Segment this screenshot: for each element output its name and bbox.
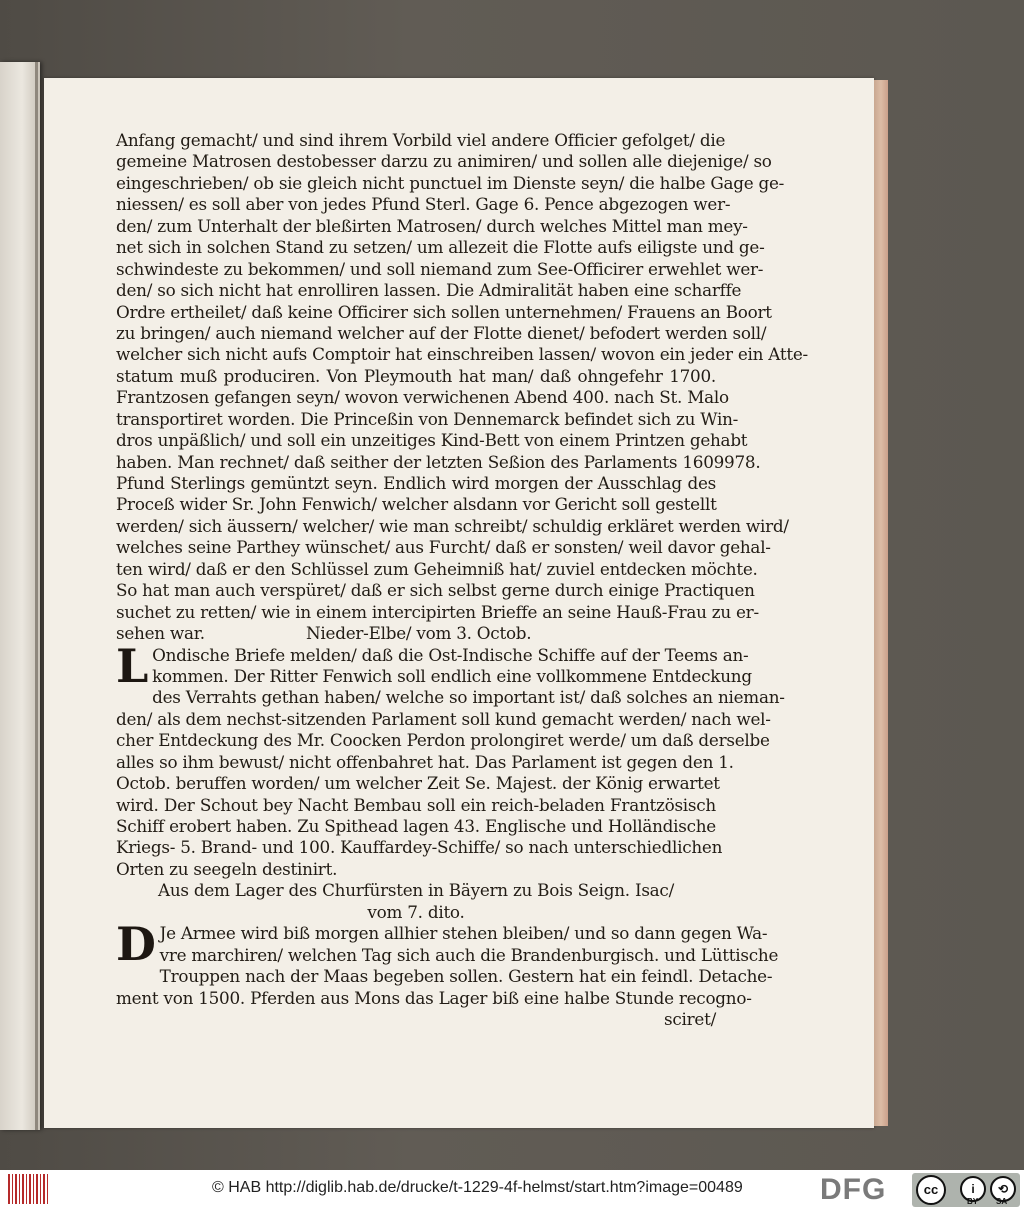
text-line: ten wird/ daß er den Schlüssel zum Geheimniß hat/ zuviel entdecken möchte. <box>116 558 758 579</box>
text-line: Proceß wider Sr. John Fenwich/ welcher alsdann vor Gericht soll gestellt <box>116 494 717 515</box>
paragraph-with-initial <box>116 638 752 693</box>
paragraph-with-initial <box>116 917 779 972</box>
text-line: Frantzosen gefangen seyn/ wovon verwichenen Abend 400. nach St. Malo <box>116 387 729 408</box>
text-line: Kriegs- 5. Brand- und 100. Kauffardey-Schiffe/ so nach unterschiedlichen <box>116 837 723 858</box>
share-alike-icon: ⟲ <box>990 1176 1016 1202</box>
section-heading: vom 7. dito. <box>367 901 465 922</box>
text-line: schwindeste zu bekommen/ und soll niemand zum See-Officirer erwehlet wer- <box>116 258 764 279</box>
text-line: den/ so sich nicht hat enrolliren lassen. Die Admiralität haben eine scharffe <box>116 280 742 301</box>
text-line: werden/ sich äussern/ welcher/ wie man schreibt/ schuldig erkläret werden wird/ <box>116 515 789 536</box>
text-line: Je Armee wird biß morgen allhier stehen bleiben/ und so dann gegen Wa- <box>159 923 768 944</box>
cc-icon: cc <box>916 1175 946 1205</box>
library-barcode-icon <box>8 1174 48 1204</box>
previous-page-edge <box>0 62 40 1130</box>
drop-cap: D <box>116 917 156 972</box>
dateline-tail: sehen war. <box>116 623 205 644</box>
text-line: alles so ihm bewust/ nicht offenbahret hat. Das Parlament ist gegen den 1. <box>116 751 734 772</box>
text-line: des Verrahts gethan haben/ welche so important ist/ daß solches an nieman- <box>152 687 785 708</box>
attribution-icon: i <box>960 1176 986 1202</box>
text-line: haben. Man rechnet/ daß seither der letzten Seßion des Parlaments 1609978. <box>116 451 761 472</box>
text-line: net sich in solchen Stand zu setzen/ um allezeit die Flotte aufs eiligste und ge- <box>116 237 765 258</box>
sa-label: SA <box>996 1197 1008 1206</box>
dateline <box>116 623 716 644</box>
footer-bar <box>0 1170 1024 1210</box>
catchword: sciret/ <box>664 1008 716 1029</box>
section-heading: Aus dem Lager des Churfürsten in Bäyern zu Bois Seign. Isac/ <box>157 880 674 901</box>
by-label: BY <box>967 1197 979 1206</box>
text-line: So hat man auch verspüret/ daß er sich selbst gerne durch einige Practiquen <box>116 580 755 601</box>
text-line: transportiret worden. Die Princeßin von Dennemarck befindet sich zu Win- <box>116 408 739 429</box>
text-line: Ordre ertheilet/ daß keine Officirer sich sollen unternehmen/ Frauens an Boort <box>116 301 772 322</box>
cc-license-badge[interactable] <box>912 1173 1020 1207</box>
text-line: den/ als dem nechst-sitzenden Parlament soll kund gemacht werden/ nach wel- <box>116 708 771 729</box>
text-line: dros unpäßlich/ und soll ein unzeitiges Kind-Bett von einem Printzen gehabt <box>116 430 748 451</box>
text-line: gemeine Matrosen destobesser darzu zu animiren/ und sollen alle diejenige/ so <box>116 151 772 172</box>
source-link[interactable]: © HAB http://diglib.hab.de/drucke/t-1229-4f-helmst/start.htm?image=00489 <box>212 1179 743 1196</box>
text-line: Trouppen nach der Maas begeben sollen. Gestern hat ein feindl. Detache- <box>159 966 773 987</box>
text-line: statum muß produciren. Von Pleymouth hat man/ daß ohngefehr 1700. <box>116 365 716 386</box>
text-line: Anfang gemacht/ und sind ihrem Vorbild viel andere Officier gefolget/ die <box>116 130 726 150</box>
text-line: kommen. Der Ritter Fenwich soll endlich eine vollkommene Entdeckung <box>152 665 752 686</box>
text-line: ment von 1500. Pferden aus Mons das Lager biß eine halbe Stunde recogno- <box>116 987 752 1008</box>
text-line: cher Entdeckung des Mr. Coocken Perdon prolongiret werde/ um daß derselbe <box>116 730 770 751</box>
page-text <box>116 130 808 1030</box>
text-line: niessen/ es soll aber von jedes Pfund Sterl. Gage 6. Pence abgezogen wer- <box>116 194 731 215</box>
text-line: vre marchiren/ welchen Tag sich auch die Brandenburgisch. und Lüttische <box>159 944 779 965</box>
text-line: eingeschrieben/ ob sie gleich nicht punctuel im Dienste seyn/ die halbe Gage ge- <box>116 172 785 193</box>
text-line: den/ zum Unterhalt der bleßirten Matrosen/ durch welches Mittel man mey- <box>116 215 748 236</box>
text-line: welcher sich nicht aufs Comptoir hat einschreiben lassen/ wovon ein jeder ein Atte- <box>116 344 808 365</box>
text-line: Schiff erobert haben. Zu Spithead lagen 43. Englische und Holländische <box>116 816 716 836</box>
text-line: welches seine Parthey wünschet/ aus Furcht/ daß er sonsten/ weil davor gehal- <box>116 537 771 558</box>
dfg-logo: DFG <box>820 1173 887 1206</box>
text-line: wird. Der Schout bey Nacht Bembau soll ein reich-beladen Frantzösisch <box>116 794 716 815</box>
page-stack-edge <box>874 80 888 1126</box>
text-line: Octob. beruffen worden/ um welcher Zeit Se. Majest. der König erwartet <box>116 773 720 794</box>
text-line: Pfund Sterlings gemüntzt seyn. Endlich wird morgen der Ausschlag des <box>116 473 716 493</box>
text-line: suchet zu retten/ wie in einem intercipirten Brieffe an seine Hauß-Frau zu er- <box>116 601 759 622</box>
text-line: Orten zu seegeln destinirt. <box>116 858 338 879</box>
text-line: Ondische Briefe melden/ daß die Ost-Indische Schiffe auf der Teems an- <box>152 644 749 665</box>
dateline-place: Nieder-Elbe/ vom 3. Octob. <box>306 623 532 644</box>
drop-cap: L <box>116 638 149 693</box>
text-line: zu bringen/ auch niemand welcher auf der Flotte dienet/ befodert werden soll/ <box>116 322 767 343</box>
